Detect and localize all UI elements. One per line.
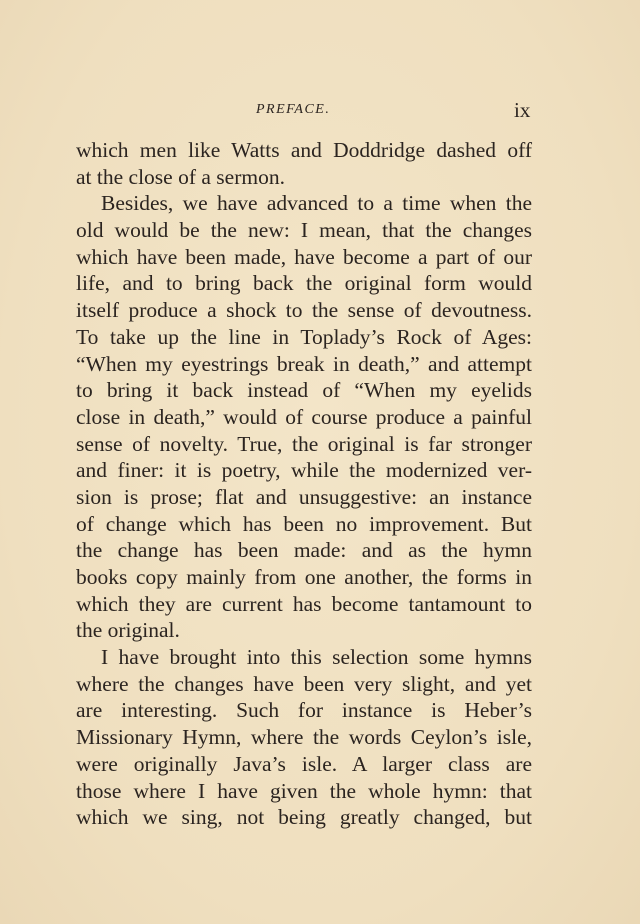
text-line: which we sing, not being greatly changed, but	[76, 805, 532, 830]
text-line: sense of novelty. True, the original is far stronger	[76, 431, 532, 456]
text-line: to bring it back instead of “When my eyelids	[76, 378, 532, 403]
text-line: books copy mainly from one another, the forms in	[76, 565, 532, 589]
text-line: life, and to bring back the original form would	[76, 271, 532, 296]
text-line: and finer: it is poetry, while the modernized ver-	[76, 458, 532, 483]
text-line: sion is prose; flat and unsuggestive: an instance	[76, 484, 532, 509]
page-header	[0, 98, 640, 124]
text-line: are interesting. Such for instance is Heber’s	[76, 698, 532, 723]
text-line: Missionary Hymn, where the words Ceylon’s isle,	[76, 725, 532, 750]
preface-body-text	[76, 137, 532, 831]
paragraph-first-line: Besides, we have advanced to a time when the	[101, 191, 532, 216]
text-line: To take up the line in Toplady’s Rock of Ages:	[76, 324, 532, 349]
text-line: old would be the new: I mean, that the changes	[76, 218, 532, 243]
text-line: close in death,” would of course produce a painful	[76, 404, 532, 429]
text-line: where the changes have been very slight, and yet	[76, 671, 532, 696]
text-line: of change which has been no improvement. But	[76, 511, 532, 536]
text-line: which men like Watts and Doddridge dashed off	[76, 138, 532, 162]
text-line: which have been made, have become a part of our	[76, 244, 532, 269]
page-number: ix	[514, 98, 531, 122]
text-line: the original.	[76, 618, 180, 643]
text-line: the change has been made: and as the hymn	[76, 538, 532, 563]
text-line: those where I have given the whole hymn: that	[76, 778, 532, 803]
running-title: PREFACE.	[256, 102, 331, 117]
text-line: at the close of a sermon.	[76, 164, 285, 189]
text-line: “When my eyestrings break in death,” and attempt	[76, 351, 532, 376]
text-line: which they are current has become tantamount to	[76, 591, 532, 616]
text-line: itself produce a shock to the sense of devoutness.	[76, 298, 532, 323]
paragraph-first-line: I have brought into this selection some hymns	[101, 645, 532, 670]
text-line: were originally Java’s isle. A larger class are	[76, 751, 532, 776]
